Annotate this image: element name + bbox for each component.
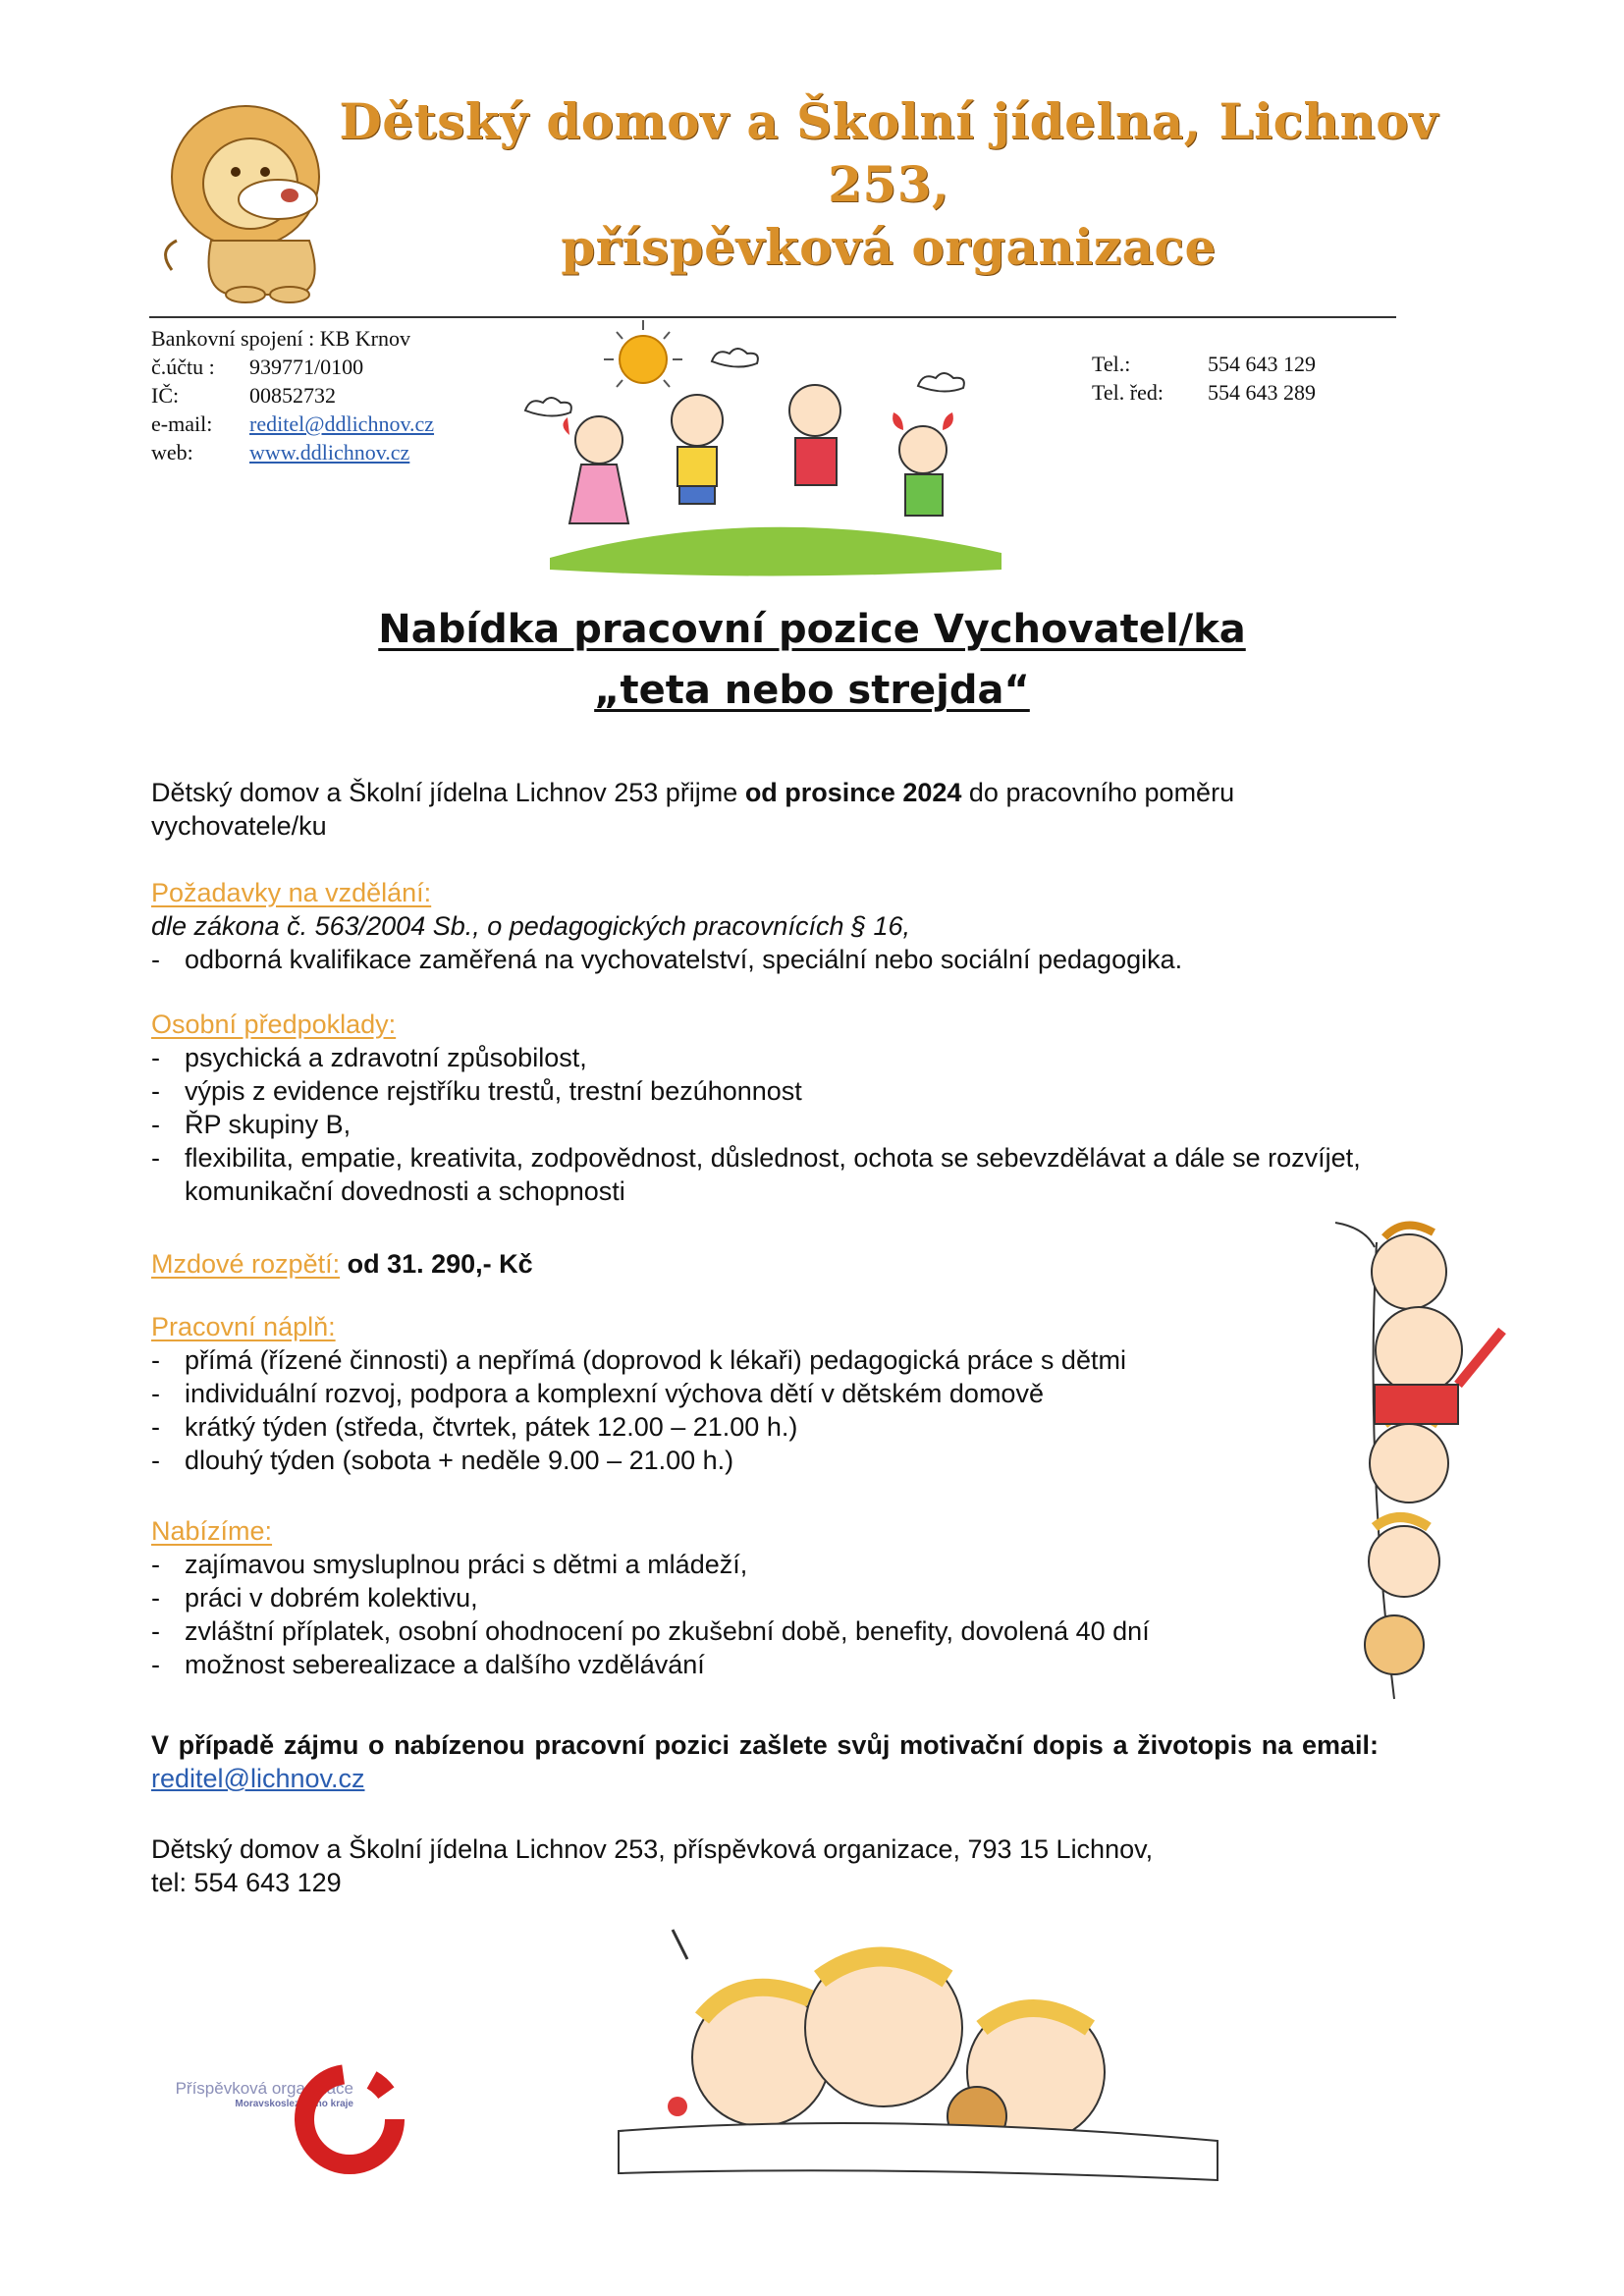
footer-address xyxy=(151,1832,1379,1899)
list-item: - psychická a zdravotní způsobilost, xyxy=(151,1041,1379,1074)
moravskoslezsky-kraj-logo-icon xyxy=(291,2060,408,2178)
account-row xyxy=(151,353,434,381)
logo-line1: Příspěvková organizace xyxy=(175,2079,353,2098)
list-item: - možnost seberealizace a dalšího vzdělávání xyxy=(151,1648,1379,1681)
intro-paragraph: Dětský domov a Školní jídelna Lichnov 253 přijme od prosince 2024 do pracovního poměru vychovatele/ku xyxy=(151,778,1235,841)
tel-director-row xyxy=(1092,378,1316,407)
duties-heading: Pracovní náplň: xyxy=(151,1312,336,1341)
salary-heading: Mzdové rozpětí: xyxy=(151,1249,341,1279)
apply-email-link[interactable]: reditel@lichnov.cz xyxy=(151,1764,365,1793)
contact-block xyxy=(151,324,434,466)
children-illustration-icon xyxy=(511,312,1021,577)
list-item: - individuální rozvoj, podpora a komplexní výchova dětí v dětském domově xyxy=(151,1377,1379,1410)
list-item: - zvláštní příplatek, osobní ohodnocení po zkušební době, benefity, dovolená 40 dní xyxy=(151,1614,1379,1648)
list-item: - dlouhý týden (sobota + neděle 9.00 – 21.00 h.) xyxy=(151,1444,1379,1477)
list-item: - krátký týden (středa, čtvrtek, pátek 12.00 – 21.00 h.) xyxy=(151,1410,1379,1444)
list-item: - práci v dobrém kolektivu, xyxy=(151,1581,1379,1614)
apply-text: V případě zájmu o nabízenou pracovní pozici zašlete svůj motivační dopis a životopis na email: xyxy=(151,1730,1379,1760)
salary-section xyxy=(151,1247,1379,1281)
organization-title-line1: Dětský domov a Školní jídelna, Lichnov 253, xyxy=(339,92,1438,213)
web-label: web: xyxy=(151,440,193,465)
organization-title-line2: příspěvková organizace xyxy=(561,218,1217,276)
personal-list xyxy=(151,1041,1379,1208)
bottom-kids-icon xyxy=(589,1920,1237,2185)
tel-row xyxy=(1092,350,1316,378)
personal-heading: Osobní předpoklady: xyxy=(151,1010,397,1039)
education-section xyxy=(151,876,1379,976)
ic-row xyxy=(151,381,434,410)
offer-section xyxy=(151,1514,1379,1681)
education-law: dle zákona č. 563/2004 Sb., o pedagogických pracovnících § 16, xyxy=(151,911,911,941)
tel-label: Tel.: xyxy=(1092,352,1131,376)
education-list xyxy=(151,943,1379,976)
intro-start-date: od prosince 2024 xyxy=(744,778,962,807)
duties-list xyxy=(151,1343,1379,1477)
footer-tel: tel: 554 643 129 xyxy=(151,1868,342,1897)
organization-title xyxy=(324,90,1453,279)
email-label: e-mail: xyxy=(151,411,213,436)
apply-paragraph xyxy=(151,1728,1379,1795)
bank-row xyxy=(151,324,434,353)
peeking-kids-icon xyxy=(1316,1203,1551,1714)
account-value: 939771/0100 xyxy=(249,355,364,379)
phone-block xyxy=(1092,350,1316,407)
salary-value: od 31. 290,- Kč xyxy=(347,1249,533,1279)
ic-value: 00852732 xyxy=(249,383,336,408)
email-link[interactable]: reditel@ddlichnov.cz xyxy=(249,411,435,436)
education-heading: Požadavky na vzdělání: xyxy=(151,878,432,907)
web-row xyxy=(151,438,434,466)
duties-section xyxy=(151,1310,1379,1477)
list-item: - odborná kvalifikace zaměřená na vychovatelství, speciální nebo sociální pedagogika. xyxy=(151,943,1379,976)
list-item: - flexibilita, empatie, kreativita, zodpovědnost, důslednost, ochota se sebevzdělávat a dále se rozvíjet, komunikační dovednosti a schopnosti xyxy=(151,1141,1379,1208)
bank-label: Bankovní spojení : xyxy=(151,326,315,351)
personal-section xyxy=(151,1008,1379,1208)
footer-address-line: Dětský domov a Školní jídelna Lichnov 253, příspěvková organizace, 793 15 Lichnov, xyxy=(151,1834,1154,1864)
ic-label: IČ: xyxy=(151,383,180,408)
list-item: - ŘP skupiny B, xyxy=(151,1108,1379,1141)
email-row xyxy=(151,410,434,438)
tel-value: 554 643 129 xyxy=(1208,352,1316,376)
tel-director-label: Tel. řed: xyxy=(1092,380,1164,405)
headline-line1: Nabídka pracovní pozice Vychovatel/ka xyxy=(378,607,1246,652)
list-item: - výpis z evidence rejstříku trestů, trestní bezúhonnost xyxy=(151,1074,1379,1108)
tel-director-value: 554 643 289 xyxy=(1208,380,1316,405)
list-item: - zajímavou smysluplnou práci s dětmi a mládeží, xyxy=(151,1548,1379,1581)
account-label: č.účtu : xyxy=(151,355,215,379)
logo-line2: Moravskoslezského kraje xyxy=(235,2099,353,2109)
web-link[interactable]: www.ddlichnov.cz xyxy=(249,440,410,465)
list-item: - přímá (řízené činnosti) a nepřímá (doprovod k lékaři) pedagogická práce s dětmi xyxy=(151,1343,1379,1377)
bank-value: KB Krnov xyxy=(319,326,410,351)
offer-list xyxy=(151,1548,1379,1681)
offer-heading: Nabízíme: xyxy=(151,1516,273,1546)
headline-line2: „teta nebo strejda“ xyxy=(594,668,1030,713)
